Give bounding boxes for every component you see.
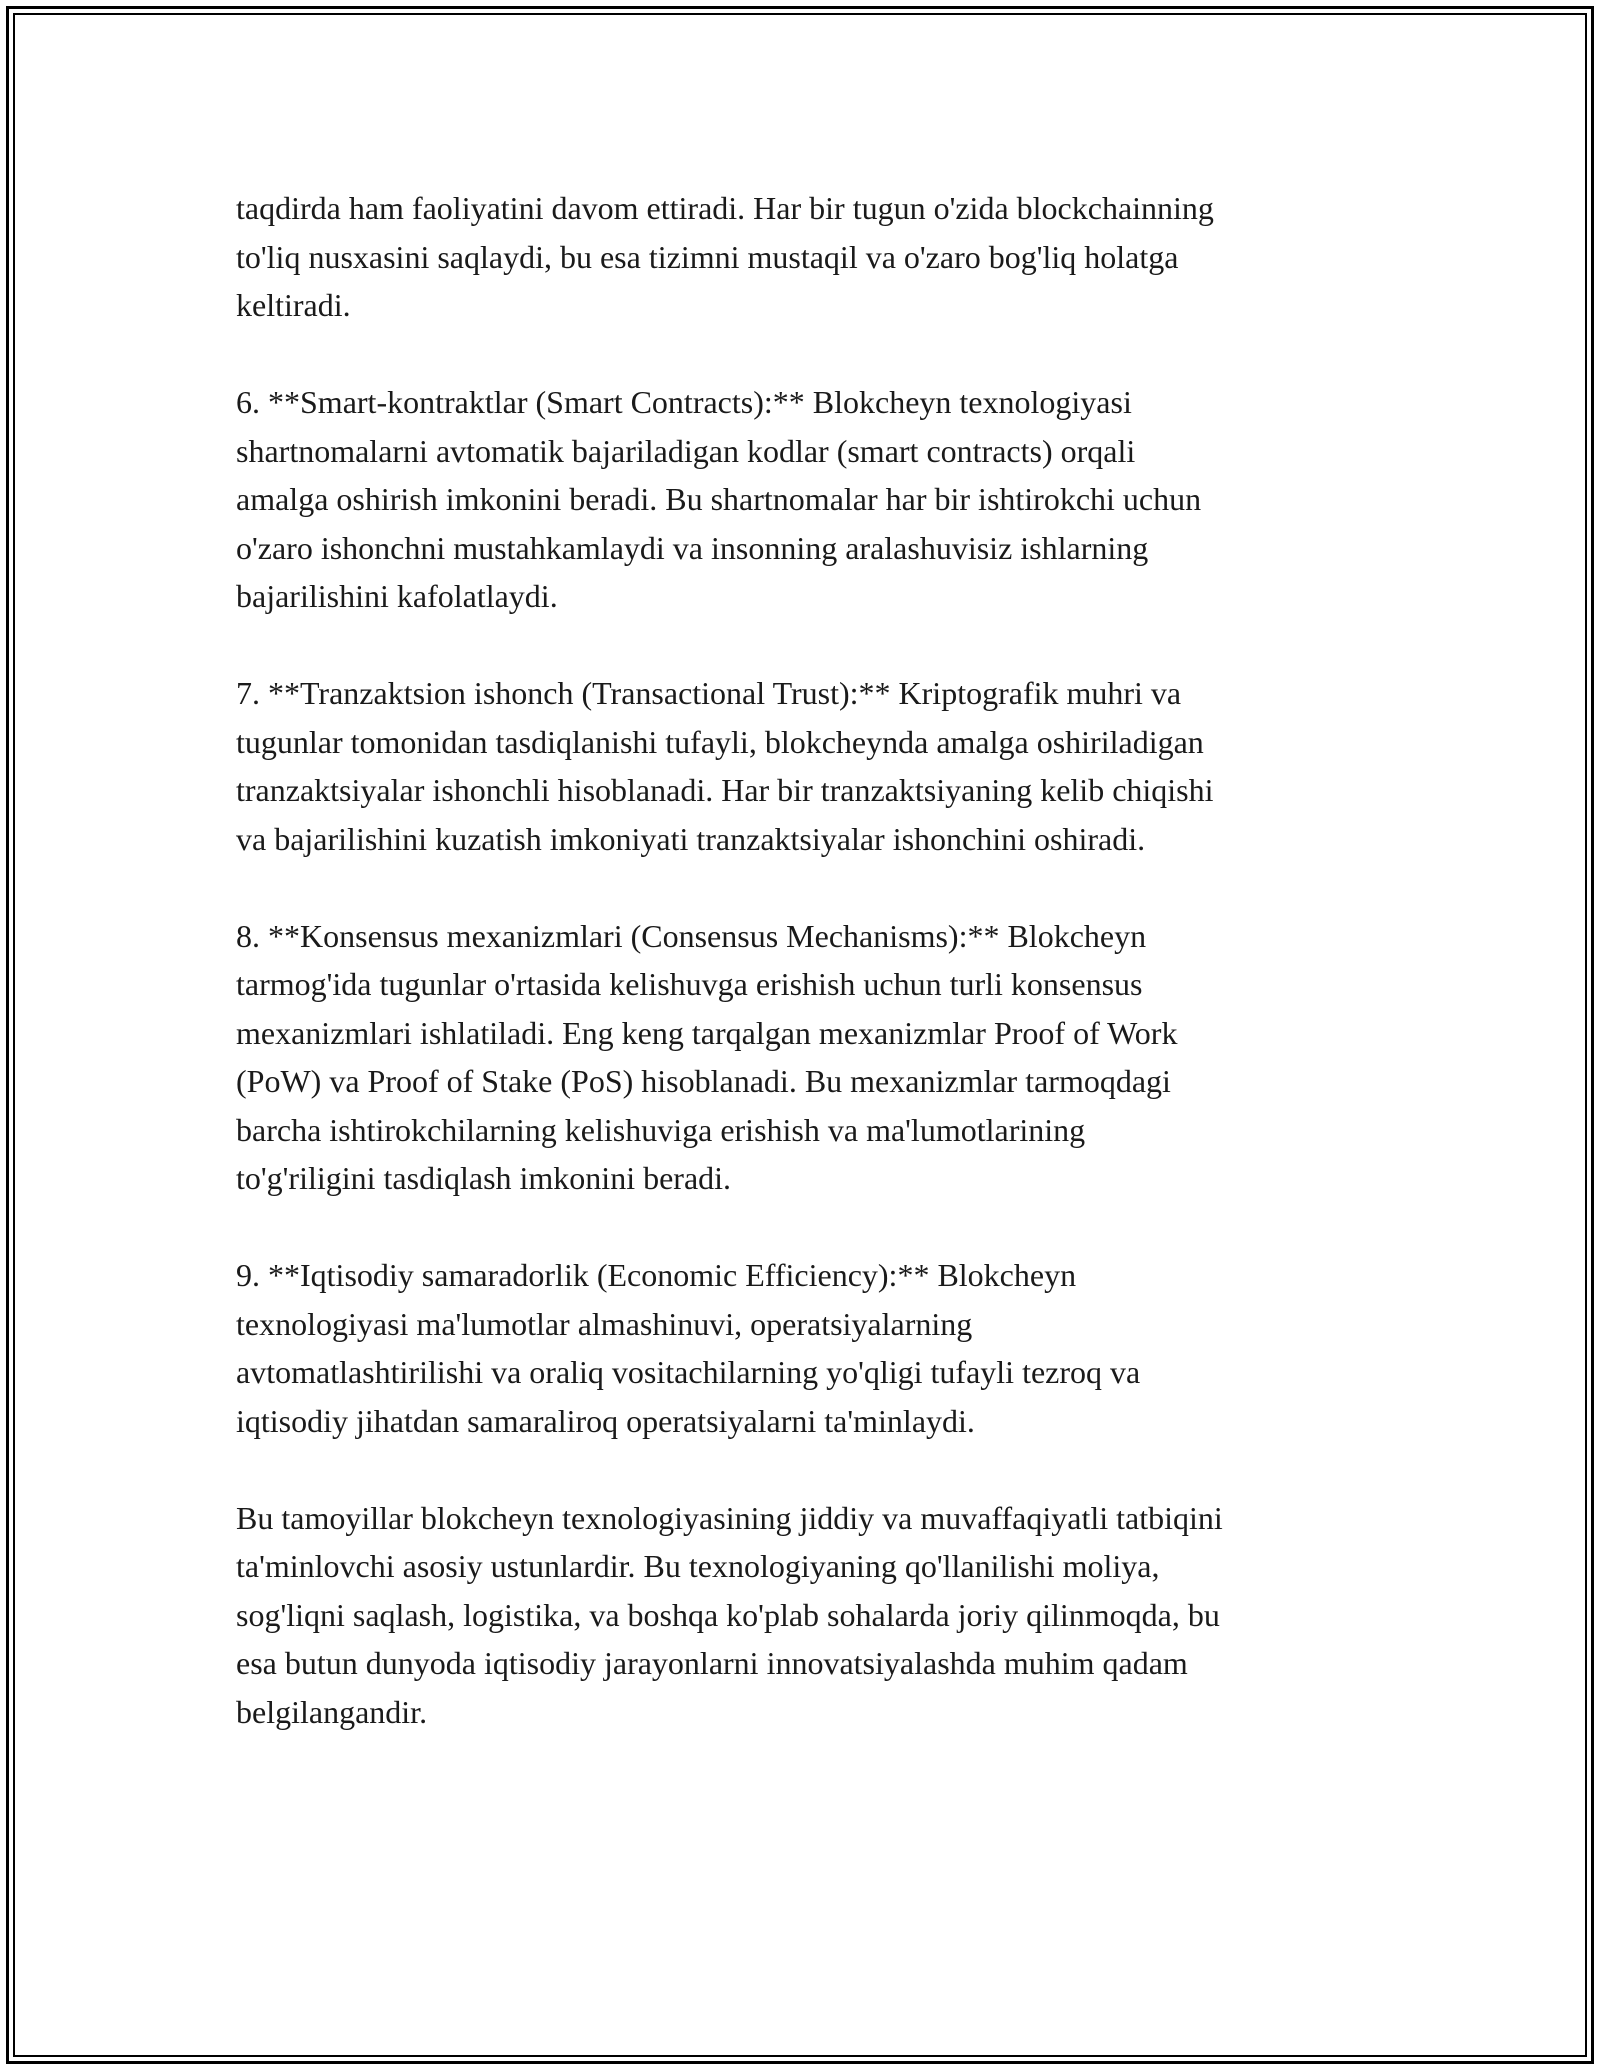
document-body — [236, 184, 1396, 1785]
paragraph-consensus-mechanisms: 8. **Konsensus mexanizmlari (Consensus Mechanisms):** Blokcheyn tarmog'ida tugunlar o'rtasida kelishuvga erishish uchun turli konsensus mexanizmlari ishlatiladi. Eng keng tarqalgan mexanizmlar Proof of Work (PoW) va Proof of Stake (PoS) hisoblanadi. Bu mexanizmlar tarmoqdagi barcha ishtirokchilarning kelishuviga erishish va ma'lumotlarining to'g'riligini tasdiqlash imkonini beradi. — [236, 917, 1178, 1196]
paragraph-continuation: taqdirda ham faoliyatini davom ettiradi. Har bir tugun o'zida blockchainning to'liq nusxasini saqlaydi, bu esa tizimni mustaqil va o'zaro bog'liq holatga keltiradi. — [236, 190, 1214, 323]
paragraph-economic-efficiency: 9. **Iqtisodiy samaradorlik (Economic Efficiency):** Blokcheyn texnologiyasi ma'lumotlar almashinuvi, operatsiyalarning avtomatlashtirilishi va oraliq vositachilarning yo'qligi tufayli tezroq va iqtisodiy jihatdan samaraliroq operatsiyalarni ta'minlaydi. — [236, 1257, 1141, 1439]
paragraph-smart-contracts: 6. **Smart-kontraktlar (Smart Contracts):** Blokcheyn texnologiyasi shartnomalarni avtomatik bajariladigan kodlar (smart contracts) orqali amalga oshirish imkonini beradi. Bu shartnomalar har bir ishtirokchi uchun o'zaro ishonchni mustahkamlaydi va insonning aralashuvisiz ishlarning bajarilishini kafolatlaydi. — [236, 384, 1202, 614]
paragraph-conclusion: Bu tamoyillar blokcheyn texnologiyasining jiddiy va muvaffaqiyatli tatbiqini ta'minlovchi asosiy ustunlardir. Bu texnologiyaning qo'llanilishi moliya, sog'liqni saqlash, logistika, va boshqa ko'plab sohalarda joriy qilinmoqda, bu esa butun dunyoda iqtisodiy jarayonlarni innovatsiyalashda muhim qadam belgilangandir. — [236, 1499, 1223, 1730]
paragraph-transactional-trust: 7. **Tranzaktsion ishonch (Transactional Trust):** Kriptografik muhri va tugunlar tomonidan tasdiqlanishi tufayli, blokcheynda amalga oshiriladigan tranzaktsiyalar ishonchli hisoblanadi. Har bir tranzaktsiyaning kelib chiqishi va bajarilishini kuzatish imkoniyati tranzaktsiyalar ishonchini oshiradi. — [236, 675, 1214, 857]
